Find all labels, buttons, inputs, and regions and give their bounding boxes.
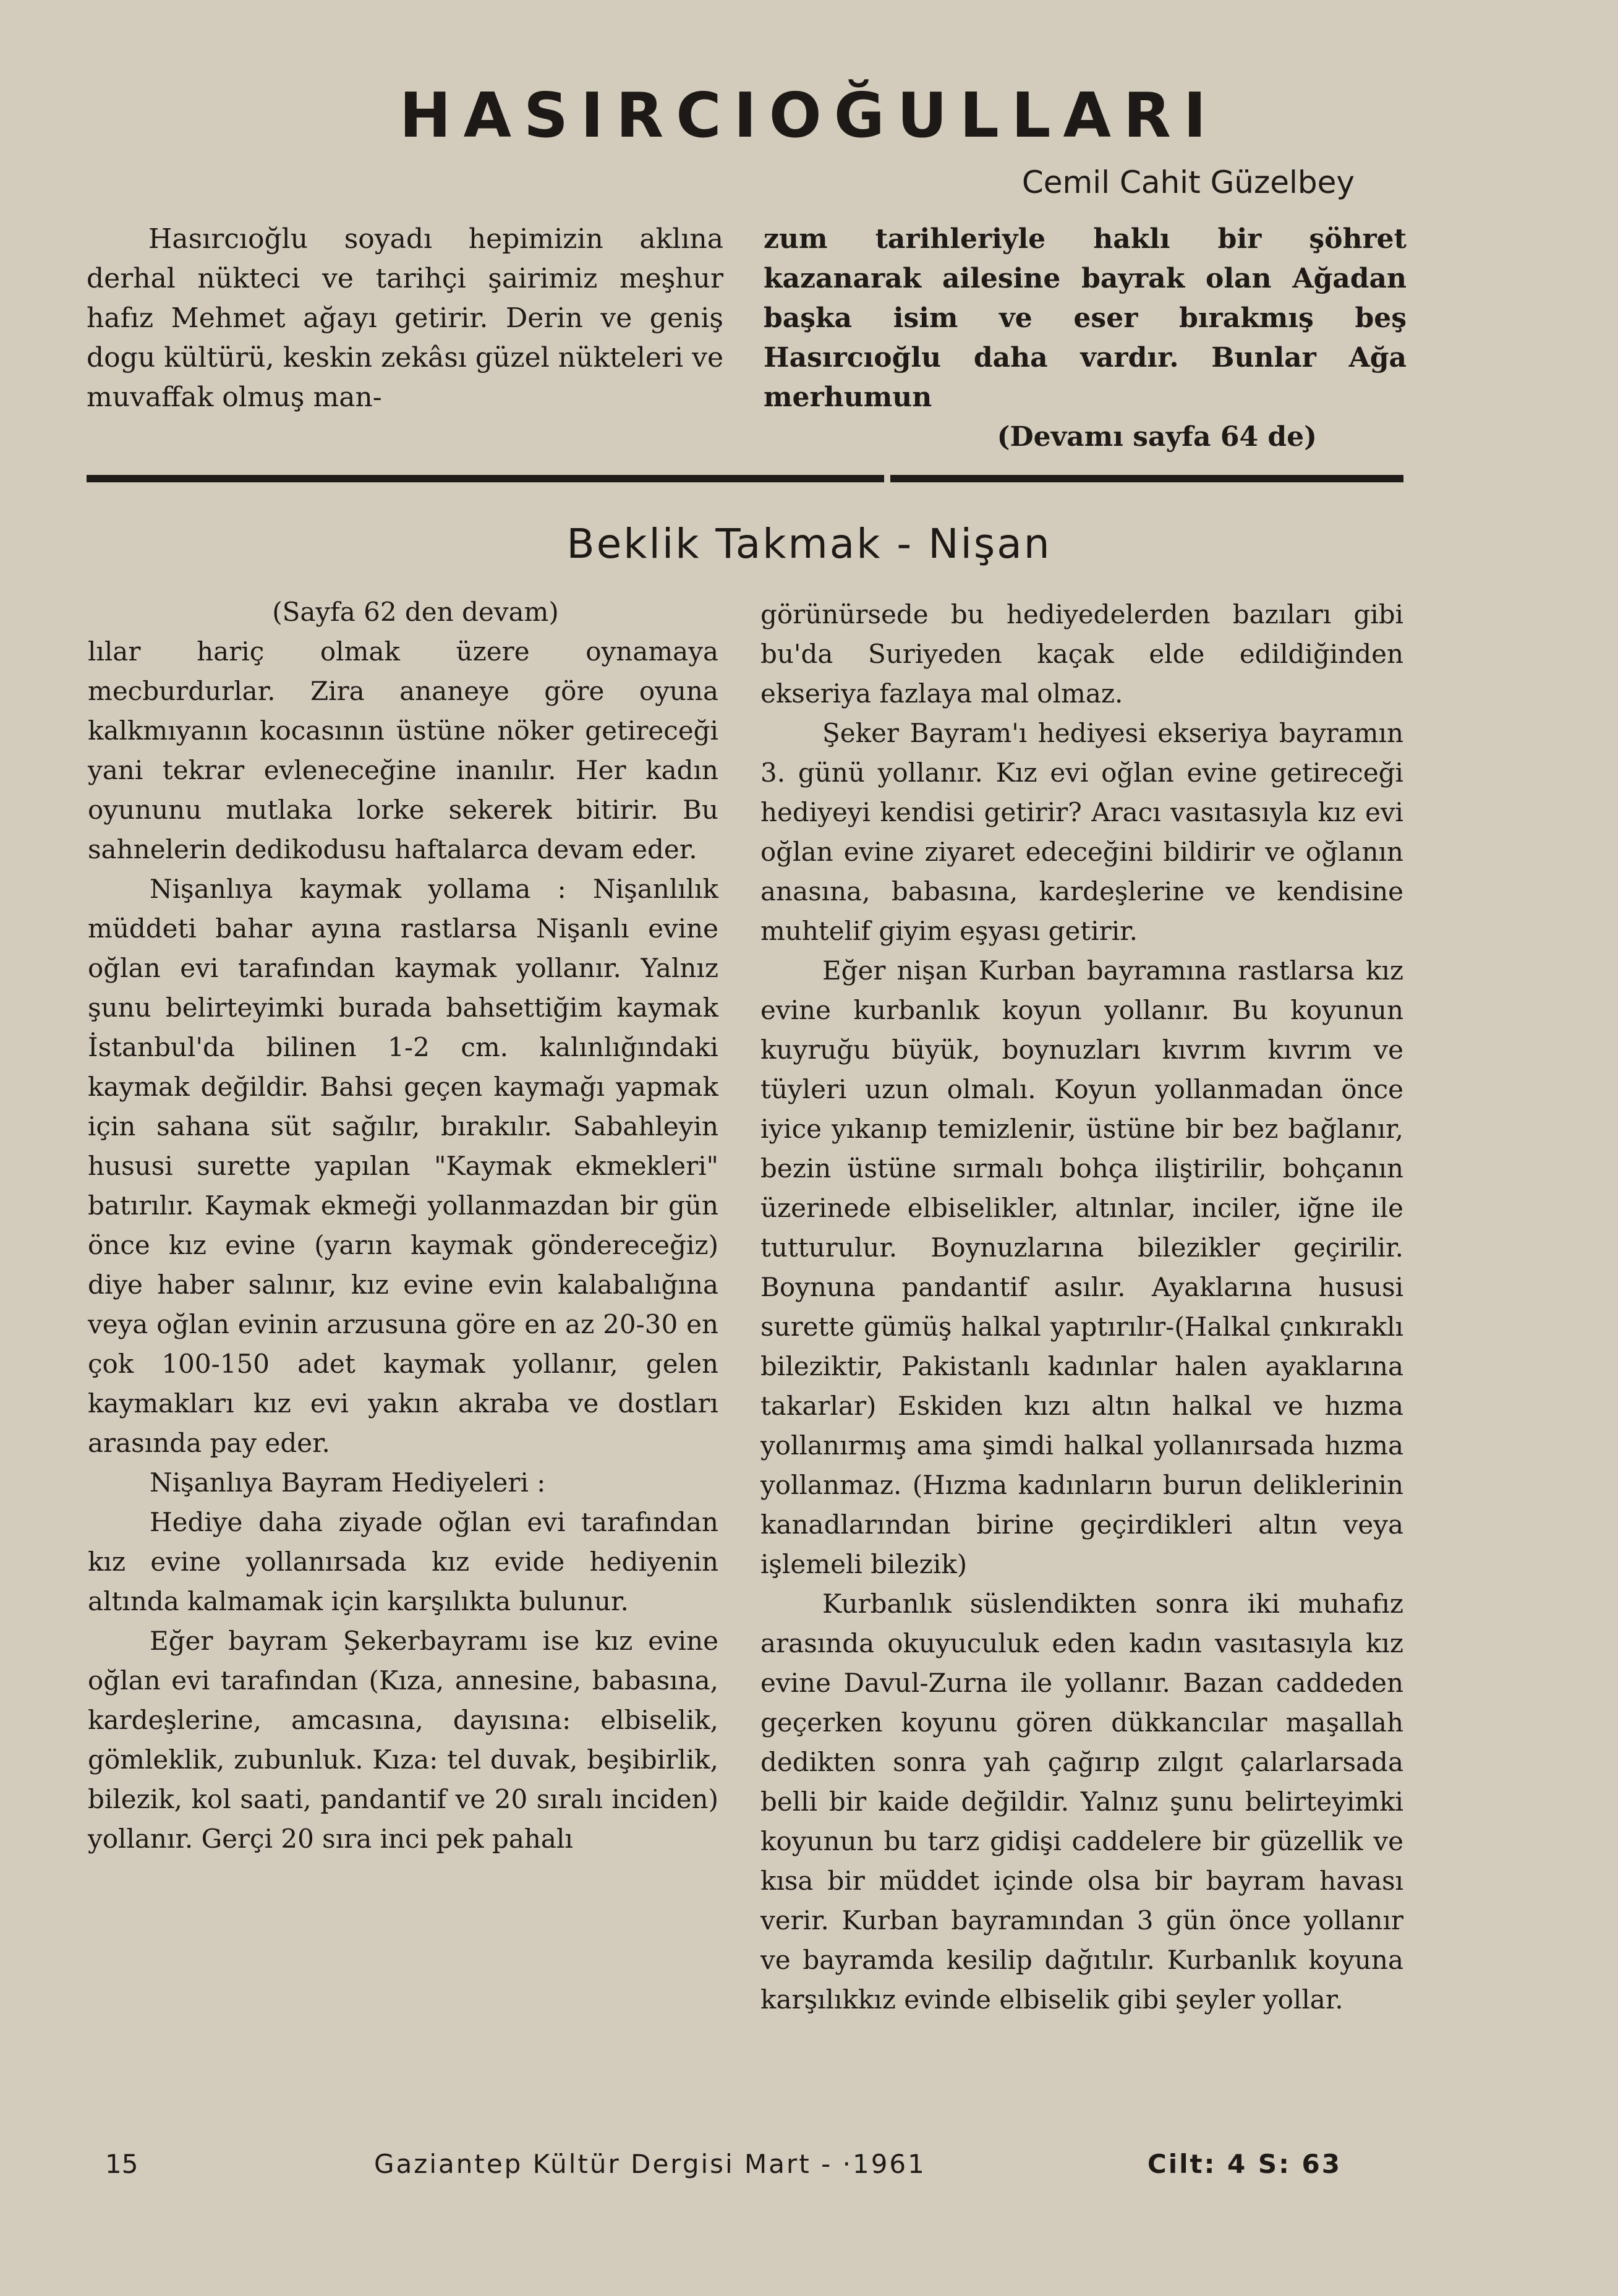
body-paragraph: Hediye daha ziyade oğlan evi tarafından kız evine yollanırsada kız evide hediyenin altında kalmamak için karşılıkta bulunur. [88, 1507, 718, 1616]
intro-paragraph-right: zum tarihleriyle haklı bir şöhret kazanarak ailesine bayrak olan Ağadan başka isim ve eser bırakmış beş Hasırcıoğlu daha vardır. Bunlar Ağa merhumun [764, 223, 1407, 413]
issue-info: Cilt: 4 S: 63 [1147, 2149, 1342, 2179]
intro-paragraph-left: Hasırcıoğlu soyadı hepimizin aklına derhal nükteci ve tarihçi şairimiz meşhur hafız Mehmet ağayı getirir. Derin ve geniş dogu kültürü, keskin zekâsı güzel nükteleri ve muvaffak olmuş man- [87, 223, 723, 413]
body-paragraph: görünürsede bu hediyedelerden bazıları gibi bu'da Suriyeden kaçak elde edildiğinden ekseriya fazlaya mal olmaz. [760, 599, 1403, 709]
subsection-kaymak-text: Nişanlılık müddeti bahar ayına rastlarsa Nişanlı evine oğlan evi tarafından kaymak yollanır. Yalnız şunu belirteyimki burada bahsettiğim kaymak İstanbul'da bilinen 1-2 cm. kalınlığındaki kaymak değildir. Bahsi geçen kaymağı yapmak için sahana süt sağılır, bırakılır. Sabahleyin hususi surette yapılan "Kaymak ekmekleri" batırılır. Kaymak ekmeği yollanmazdan bir gün önce kız evine (yarın kaymak göndereceğiz) diye haber salınır, kız evine evin kalabalığına veya oğlan evinin arzusuna göre en az 20-30 en çok 100-150 adet kaymak yollanır, gelen kaymakları kız evi yakın akraba ve dostları arasında pay eder. [88, 874, 718, 1458]
continued-note: (Devamı sayfa 64 de) [997, 421, 1317, 453]
subheading-bayram: Nişanlıya Bayram Hediyeleri : [150, 1467, 546, 1498]
intro-column-right [764, 220, 1407, 457]
section-title: Beklik Takmak - Nişan [566, 520, 1052, 568]
magazine-name: Gaziantep Kültür Dergisi Mart - ·1961 [374, 2149, 926, 2179]
body-column-right [760, 595, 1403, 2020]
divider-rule-right [890, 475, 1403, 482]
subheading-kaymak: Nişanlıya kaymak yollama : [150, 874, 566, 904]
subsection-kaymak [88, 869, 718, 1463]
body-column-left [88, 592, 718, 1859]
page-number: 15 [105, 2149, 138, 2179]
body-paragraph: lılar hariç olmak üzere oynamaya mecburdurlar. Zira ananeye göre oyuna kalkmıyanın kocasının üstüne nöker getireceği yani tekrar evleneceğine inanılır. Her kadın oyununu mutlaka lorke sekerek bitirir. Bu sahnelerin dedikodusu haftalarca devam eder. [88, 636, 718, 864]
intro-column-left [87, 220, 723, 417]
divider-rule-left [87, 475, 884, 482]
page-footer [87, 2146, 1342, 2183]
author-byline: Cemil Cahit Güzelbey [1021, 164, 1355, 200]
continued-from-note: (Sayfa 62 den devam) [272, 597, 559, 627]
body-paragraph: Şeker Bayram'ı hediyesi ekseriya bayramın 3. günü yollanır. Kız evi oğlan evine getireceği hediyeyi kendisi getirir? Aracı vasıtasıyla kız evi oğlan evine ziyaret edeceğini bildirir ve oğlanın anasına, babasına, kardeşlerine ve kendisine muhtelif giyim eşyası getirir. [760, 718, 1403, 946]
body-paragraph: Kurbanlık süslendikten sonra iki muhafız arasında okuyuculuk eden kadın vasıtasıyla kız evine Davul-Zurna ile yollanır. Bazan caddeden geçerken koyunu gören dükkancılar maşallah dedikten sonra yah çağırıp zılgıt çalarlarsada belli bir kaide değildir. Yalnız şunu belirteyimki koyunun bu tarz gidişi caddelere bir güzellik ve kısa bir müddet içinde olsa bir bayram havası verir. Kurban bayramından 3 gün önce yollanır ve bayramda kesilip dağıtılır. Kurbanlık koyuna karşılıkkız evinde elbiselik gibi şeyler yollar. [760, 1589, 1403, 2015]
body-paragraph: Eğer nişan Kurban bayramına rastlarsa kız evine kurbanlık koyun yollanır. Bu koyunun kuyruğu büyük, boynuzları kıvrım kıvrım ve tüyleri uzun olmalı. Koyun yollanmadan önce iyice yıkanıp temizlenir, üstüne bir bez bağlanır, bezin üstüne sırmalı bohça iliştirilir, bohçanın üzerinede elbiselikler, altınlar, inciler, iğne ile tutturulur. Boynuzlarına bilezikler geçirilir. Boynuna pandantif asılır. Ayaklarına hususi surette gümüş halkal yaptırılır-(Halkal çınkıraklı bileziktir, Pakistanlı kadınlar halen ayaklarına takarlar) Eskiden kızı altın halkal ve hızma yollanırmış ama şimdi halkal yollanırsada hızma yollanmaz. (Hızma kadınların burun deliklerinin kanadlarından birine geçirdikleri altın veya işlemeli bilezik) [760, 955, 1403, 1579]
body-paragraph: Eğer bayram Şekerbayramı ise kız evine oğlan evi tarafından (Kıza, annesine, babasına, kardeşlerine, amcasına, dayısına: elbiselik, gömleklik, zubunluk. Kıza: tel duvak, beşibirlik, bilezik, kol saati, pandantif ve 20 sıralı inciden) yollanır. Gerçi 20 sıra inci pek pahalı [88, 1626, 718, 1854]
article-title: HASIRCIOĞULLARI [399, 79, 1219, 152]
